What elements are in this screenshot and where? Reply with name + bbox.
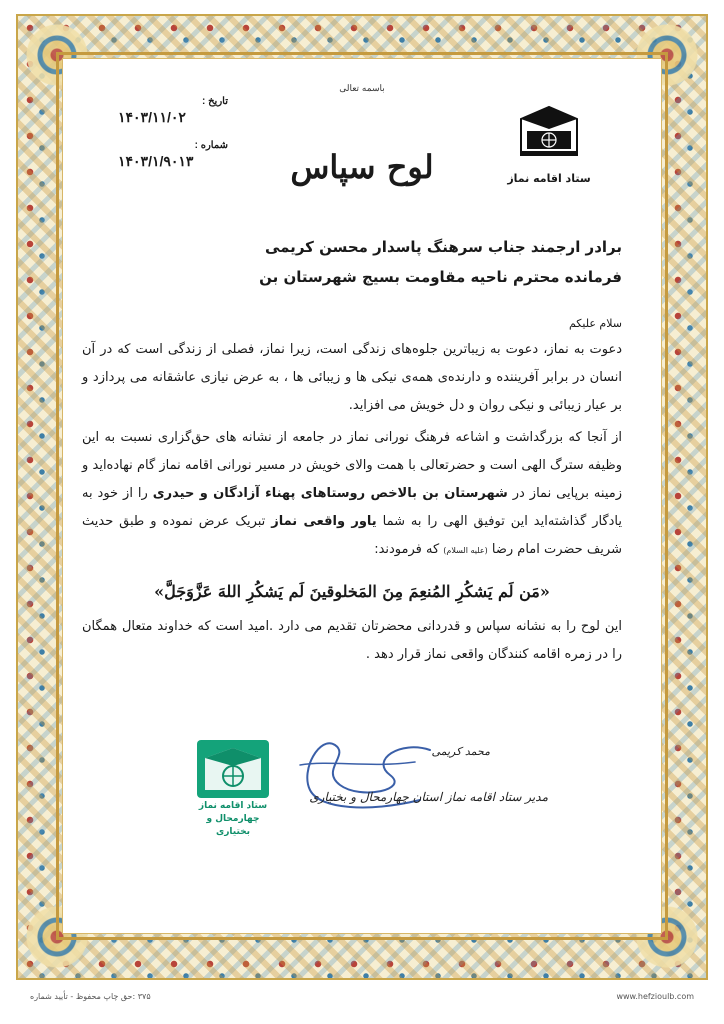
paragraph-3: این لوح را به نشانه سپاس و قدردانی محضرتان تقدیم می دارد .امید است که خداوند متعال همگان را در زمره اقامه کنندگان واقعی نماز قرار دهد . xyxy=(82,619,622,662)
stamp-label xyxy=(190,800,276,839)
footer-copyright: ۳۷۵ :حق چاپ محفوظ - تأیید شماره xyxy=(30,992,151,1001)
footer xyxy=(30,992,694,1008)
paragraph-2 xyxy=(82,424,622,565)
paragraph-2-text-b: را از خود به یادگار گذاشته‌اید این توفیق الهی را به شما xyxy=(82,486,622,529)
bismillah-heading: باسمه تعالی xyxy=(339,84,385,94)
paragraph-2-text-d: که فرمودند: xyxy=(374,542,440,557)
paragraph-2-text-c: تبریک عرض نموده و طبق حدیث شریف حضرت امام رضا xyxy=(82,514,622,557)
stamp-label-line-1: ستاد اقامه نماز xyxy=(198,801,268,811)
paragraph-1: دعوت به نماز، دعوت به زیباترین جلوه‌های زندگی است، زیرا نماز، فصلی از زندگی است که در آن انسان در برابر آفریننده و دارنده‌ی همه‌ی نیکی ها و زیبائی ها ، به عرض نیازی عاشقانه می پردازد و بر عیار زیبائی و نیکی روان و دل خویش می افزاید. xyxy=(82,342,622,413)
hadith-quote: «مَن لَم یَشکُرِ المُنعِمَ مِنَ المَخلوقینَ لَم یَشکُرِ اللهَ عَزَّوَجَلَّ» xyxy=(154,582,550,601)
paragraph-2-highlight-a: شهرستان بن بالاخص روستاهای پهناء آزادگان و حیدری xyxy=(152,486,508,501)
date-label: تاریخ : xyxy=(201,96,228,107)
footer-website: www.hefzioulb.com xyxy=(616,992,694,1001)
honorific: (علیه السلام) xyxy=(443,546,488,555)
date-value: ۱۴۰۳/۱۱/۰۲ xyxy=(118,109,186,125)
number-label: شماره : xyxy=(194,140,228,151)
signatory-name: محمد کریمی xyxy=(431,745,490,758)
recipient-line-2: فرمانده محترم ناحیه مقاومت بسیج شهرستان بن xyxy=(259,268,622,286)
greeting: سلام علیکم xyxy=(568,317,622,330)
logo-label: ستاد اقامه نماز xyxy=(507,172,591,185)
certificate-body xyxy=(82,232,622,669)
certificate-title: لوح سپاس xyxy=(290,148,434,186)
handwritten-signature xyxy=(280,730,440,820)
signatory-title: مدیر ستاد اقامه نماز استان چهارمحال و بختیاری xyxy=(309,790,548,804)
number-value: ۱۴۰۳/۱/۹۰۱۳ xyxy=(118,153,194,169)
recipient-line-1: برادر ارجمند جناب سرهنگ پاسدار محسن کریمی xyxy=(264,238,622,256)
paragraph-2-highlight-b: یاور واقعی نماز xyxy=(271,514,377,529)
stamp-label-line-2: چهارمحال و بختیاری xyxy=(206,814,260,837)
paragraph-2-text-a: از آنجا که بزرگداشت و اشاعه فرهنگ نورانی نماز در جامعه از نشانه های حق‌گزاری نسبت به این وظیفه سترگ الهی است و حضرتعالی با همت والای خویش در مسیر نورانی اقامه نماز گام نهاده‌اید و زمینه برپایی نماز در xyxy=(82,430,622,501)
